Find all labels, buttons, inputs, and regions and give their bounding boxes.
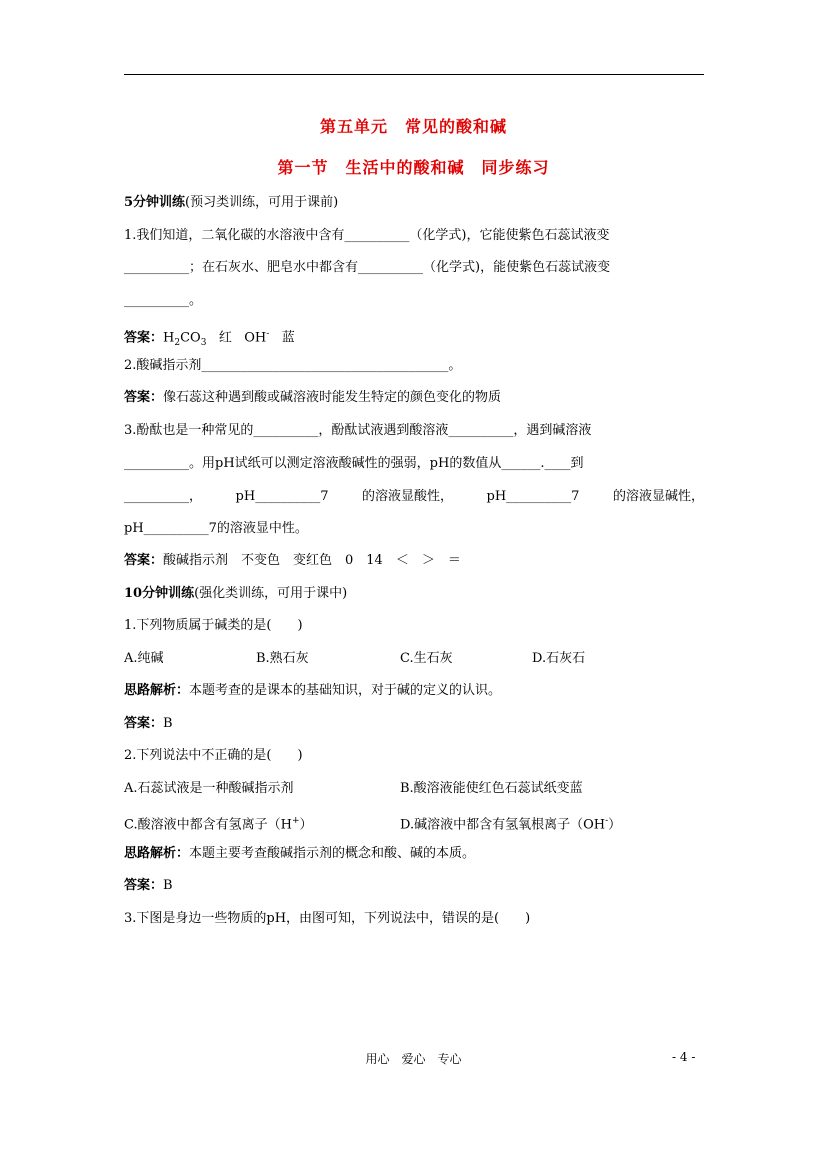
q3-line3-part: pH__________7 bbox=[486, 489, 580, 504]
answer2-label: 答案： bbox=[124, 390, 164, 405]
answer1-sub1: 2 bbox=[174, 337, 181, 348]
part2-heading: 10分钟训练 bbox=[124, 586, 195, 601]
q3-line3 bbox=[124, 488, 704, 506]
answer1-red: 红 bbox=[218, 330, 232, 346]
q1-line3: __________。 bbox=[124, 293, 203, 308]
p2-q3: 3.下图是身边一些物质的pH，由图可知，下列说法中，错误的是( ) bbox=[124, 911, 531, 926]
p2-q2: 2.下列说法中不正确的是( ) bbox=[124, 748, 303, 763]
page-number: - 4 - bbox=[672, 1050, 696, 1064]
header-rule bbox=[124, 74, 704, 75]
answer2-text: 像石蕊这种遇到酸或碱溶液时能发生特定的颜色变化的物质 bbox=[163, 390, 502, 405]
p2-q2-option-b: B.酸溶液能使红色石蕊试纸变蓝 bbox=[400, 781, 583, 796]
p2-q1-answer bbox=[124, 715, 173, 733]
unit-title: 第五单元 常见的酸和碱 bbox=[319, 117, 507, 136]
answer-label: 答案： bbox=[124, 716, 164, 731]
answer1-sub2: 3 bbox=[200, 337, 207, 348]
answer1-line bbox=[124, 325, 295, 352]
answer1-h: H bbox=[163, 330, 175, 346]
answer3-label: 答案： bbox=[124, 553, 164, 568]
p2-q1-analysis bbox=[124, 682, 501, 700]
option-c-sup: + bbox=[291, 816, 300, 826]
answer-value: B bbox=[163, 716, 173, 731]
answer-value: B bbox=[163, 878, 173, 893]
part1-heading-note: (预习类训练，可用于课前) bbox=[185, 195, 339, 210]
answer1-oh: OH bbox=[244, 330, 267, 346]
q3-line3-part: 的溶液显碱性， bbox=[612, 489, 704, 504]
q3-line4: pH__________7的溶液显中性。 bbox=[124, 521, 308, 536]
answer2-line bbox=[124, 389, 501, 407]
answer1-label: 答案： bbox=[124, 330, 164, 346]
analysis-text: 本题考查的是课本的基础知识，对于碱的定义的认识。 bbox=[189, 683, 502, 698]
option-c-end: ） bbox=[299, 817, 313, 833]
p2-q1-option-d: D.石灰石 bbox=[532, 651, 586, 666]
answer1-co: CO bbox=[180, 330, 201, 346]
q3-line1: 3.酚酞也是一种常见的__________，酚酞试液遇到酸溶液__________，遇到碱溶液 bbox=[124, 423, 592, 438]
q3-line3-part: pH__________7 bbox=[235, 489, 329, 504]
p2-q2-analysis bbox=[124, 845, 475, 863]
section-title: 第一节 生活中的酸和碱 同步练习 bbox=[277, 158, 550, 177]
p2-q2-option-c bbox=[124, 812, 313, 834]
option-c-text: C.酸溶液中都含有氢离子（H bbox=[124, 817, 292, 833]
q3-line2 bbox=[124, 455, 583, 473]
analysis-text: 本题主要考查酸碱指示剂的概念和酸、碱的本质。 bbox=[189, 846, 476, 861]
analysis-label: 思路解析： bbox=[124, 683, 190, 698]
q1-line1: 1.我们知道，二氧化碳的水溶液中含有__________（化学式)，它能使紫色石蕊试液变 bbox=[124, 228, 610, 243]
part1-heading-line bbox=[124, 194, 338, 212]
answer-label: 答案： bbox=[124, 878, 164, 893]
q3-line2-text: 。用pH试纸可以测定溶液酸碱性的强弱，pH的数值从______.____到 bbox=[189, 456, 584, 471]
part2-heading-line bbox=[124, 585, 347, 603]
option-d-sup: - bbox=[605, 816, 609, 826]
answer3-text: 酸碱指示剂 不变色 变红色 0 14 ＜ ＞ ＝ bbox=[163, 553, 461, 568]
p2-q1: 1.下列物质属于碱类的是( ) bbox=[124, 618, 303, 633]
p2-q1-option-c: C.生石灰 bbox=[400, 651, 453, 666]
p2-q2-option-a: A.石蕊试液是一种酸碱指示剂 bbox=[124, 781, 294, 796]
option-d-text: D.碱溶液中都含有氢氧根离子（OH bbox=[400, 817, 606, 833]
answer3-line bbox=[124, 552, 461, 570]
p2-q2-answer bbox=[124, 877, 173, 895]
answer1-sup: - bbox=[266, 329, 270, 339]
p2-q2-option-d bbox=[400, 812, 621, 834]
q3-line3-part: 的溶液显酸性， bbox=[361, 489, 453, 504]
option-d-end: ） bbox=[608, 817, 622, 833]
q3-line2-blank: __________ bbox=[124, 456, 189, 471]
part2-heading-note: (强化类训练，可用于课中) bbox=[194, 586, 348, 601]
q3-line3-part: __________， bbox=[124, 489, 203, 504]
footer-motto: 用心 爱心 专心 bbox=[365, 1052, 462, 1066]
answer1-blue: 蓝 bbox=[281, 330, 295, 346]
q2-line: 2.酸碱指示剂______________________________________。 bbox=[124, 358, 462, 373]
p2-q1-option-a: A.纯碱 bbox=[124, 651, 164, 666]
part1-heading: 5分钟训练 bbox=[124, 195, 186, 210]
q1-line2: __________；在石灰水、肥皂水中都含有__________（化学式)，能使紫色石蕊试液变 bbox=[124, 260, 611, 275]
p2-q1-option-b: B.熟石灰 bbox=[256, 651, 309, 666]
analysis-label: 思路解析： bbox=[124, 846, 190, 861]
